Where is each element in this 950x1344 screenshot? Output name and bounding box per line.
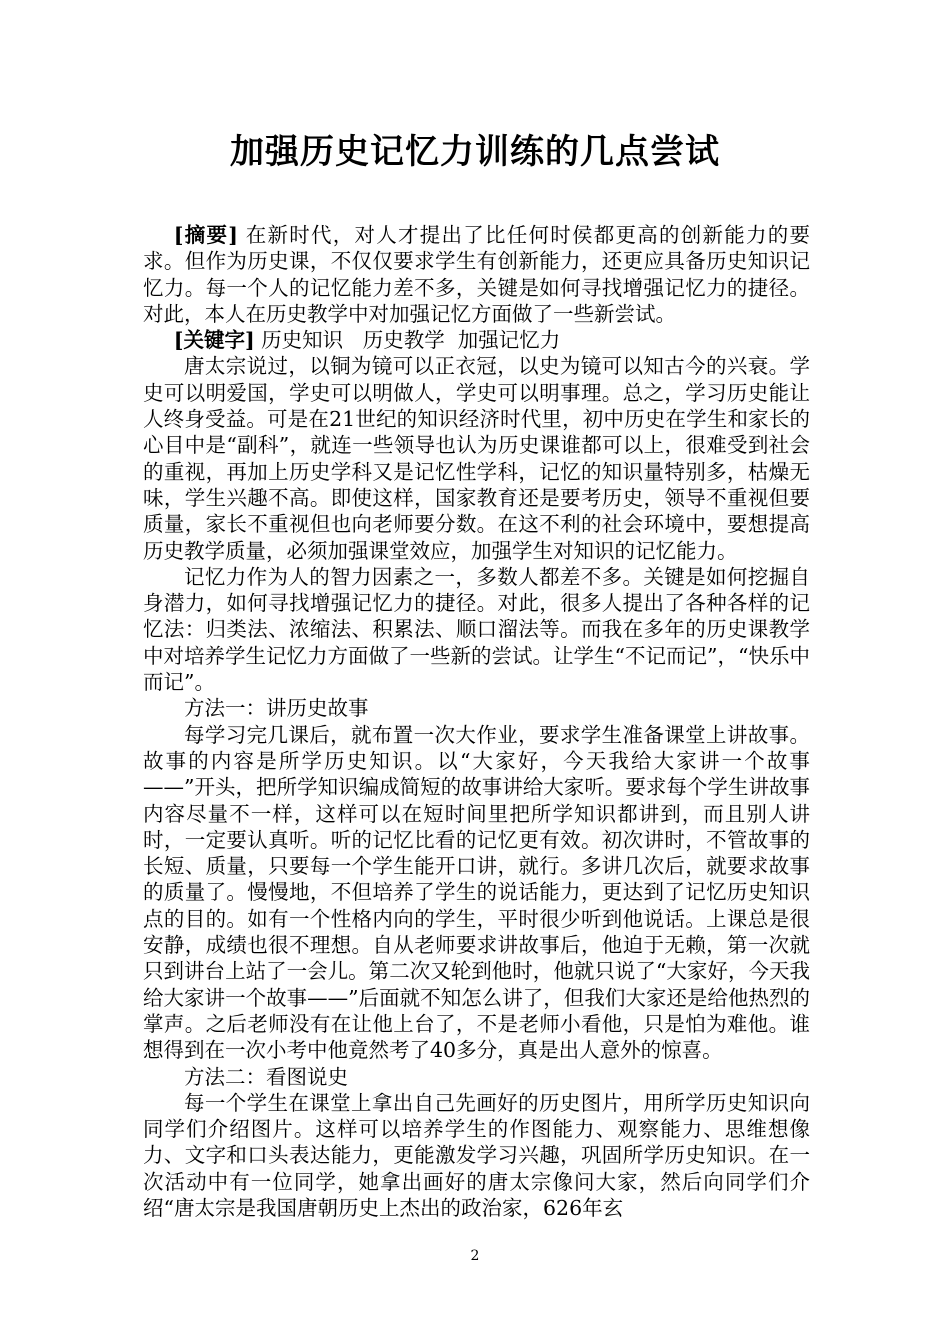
document-body	[143, 222, 810, 1221]
body-paragraph: 每学习完几课后，就布置一次大作业，要求学生准备课堂上讲故事。故事的内容是所学历史知识。以“大家好，今天我给大家讲一个故事——”开头，把所学知识编成简短的故事讲给大家听。要求每个学生讲故事内容尽量不一样，这样可以在短时间里把所学知识都讲到，而且别人讲时，一定要认真听。听的记忆比看的记忆更有效。初次讲时，不管故事的长短、质量，只要每一个学生能开口讲，就行。多讲几次后，就要求故事的质量了。慢慢地，不但培养了学生的说话能力，更达到了记忆历史知识点的目的。如有一个性格内向的学生，平时很少听到他说话。上课总是很安静，成绩也很不理想。自从老师要求讲故事后，他迫于无赖，第一次就只到讲台上站了一会儿。第二次又轮到他时，他就只说了“大家好，今天我给大家讲一个故事——”后面就不知怎么讲了，但我们大家还是给他热烈的掌声。之后老师没有在让他上台了，不是老师小看他，只是怕为难他。谁想得到在一次小考中他竟然考了40多分，真是出人意外的惊喜。	[143, 722, 810, 1063]
page-number: 2	[470, 1248, 480, 1264]
body-paragraph: 每一个学生在课堂上拿出自己先画好的历史图片，用所学历史知识向同学们介绍图片。这样可以培养学生的作图能力、观察能力、思维想像力、文字和口头表达能力，更能激发学习兴趣，巩固所学历史知识。在一次活动中有一位同学，她拿出画好的唐太宗像问大家，然后向同学们介绍“唐太宗是我国唐朝历史上杰出的政治家，626年玄	[143, 1090, 810, 1220]
abstract-paragraph	[143, 222, 810, 327]
keywords-text: 历史知识 历史教学 加强记忆力	[254, 328, 561, 353]
body-paragraph: 唐太宗说过，以铜为镜可以正衣冠，以史为镜可以知古今的兴衰。学史可以明爱国，学史可以明做人，学史可以明事理。总之，学习历史能让人终身受益。可是在21世纪的知识经济时代里，初中历史在学生和家长的心目中是“副科”，就连一些领导也认为历史课谁都可以上，很难受到社会的重视，再加上历史学科又是记忆性学科，记忆的知识量特别多，枯燥无味，学生兴趣不高。即使这样，国家教育还是要考历史，领导不重视但要质量，家长不重视但也向老师要分数。在这不利的社会环境中，要想提高历史教学质量，必须加强课堂效应，加强学生对知识的记忆能力。	[143, 354, 810, 563]
abstract-text: 在新时代，对人才提出了比任何时侯都更高的创新能力的要求。但作为历史课，不仅仅要求学生有创新能力，还更应具备历史知识记忆力。每一个人的记忆能力差不多，关键是如何寻找增强记忆力的捷径。对此，本人在历史教学中对加强记忆方面做了一些新尝试。	[143, 223, 811, 326]
section-heading-method-one: 方法一：讲历史故事	[184, 696, 369, 721]
section-heading-method-two: 方法二：看图说史	[184, 1064, 348, 1089]
body-paragraph: 记忆力作为人的智力因素之一，多数人都差不多。关键是如何挖掘自身潜力，如何寻找增强记忆力的捷径。对此，很多人提出了各种各样的记忆法：归类法、浓缩法、积累法、顺口溜法等。而我在多年的历史课教学中对培养学生记忆力方面做了一些新的尝试。让学生“不记而记”，“快乐中而记”。	[143, 564, 810, 695]
document-title: 加强历史记忆力训练的几点尝试	[230, 132, 720, 172]
keywords-label: [关键字]	[173, 328, 255, 353]
keywords-paragraph	[143, 327, 810, 353]
abstract-label: [摘要]	[173, 223, 238, 247]
